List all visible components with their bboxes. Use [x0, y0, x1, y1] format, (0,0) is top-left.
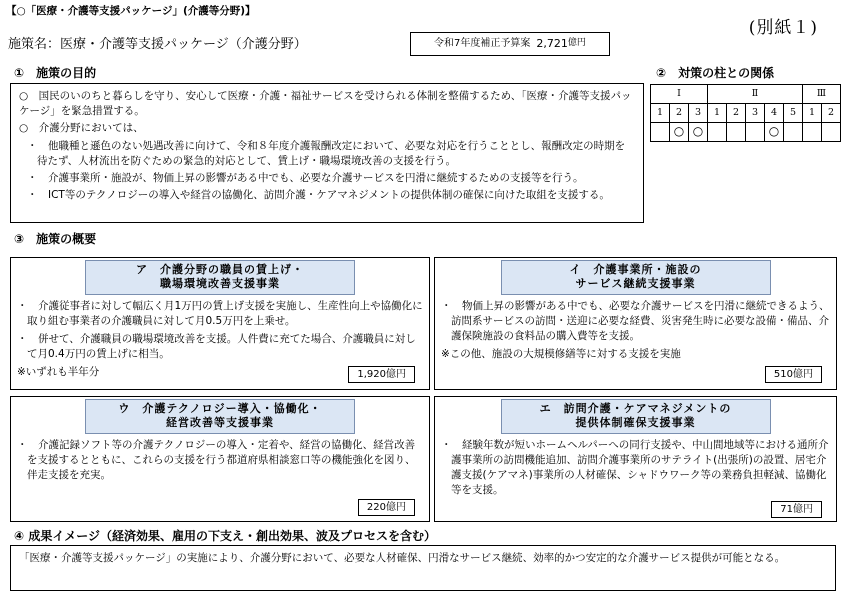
attachment-label: (別紙１) — [748, 18, 818, 38]
card-c-amount: 220億円 — [358, 499, 415, 516]
pillar-group-1: Ⅰ — [651, 85, 708, 104]
top-label: 【○「医療・介護等支援パッケージ」(介護等分野)】 — [6, 5, 256, 17]
pillars-table — [650, 84, 841, 142]
pillar-num: 5 — [784, 104, 803, 123]
card-b-title — [501, 260, 771, 295]
card-d-amount: 71億円 — [771, 501, 822, 518]
card-service-continuity — [434, 257, 837, 390]
purpose-p1: ○ 国民のいのちと暮らしを守り、安心して医療・介護・福祉サービスを受けられる体制を整備するため、「医療・介護等支援パッケージ」を緊急措置する。 — [19, 90, 632, 118]
budget-label: 令和7年度補正予算案 — [434, 37, 531, 49]
card-a-bullet-1: ・ 介護従事者に対して幅広く月1万円の賃上げ支援を実施し、生産性向上や協働化に取り組む事業者の介護職員に対して月0.5万円を上乗せ。 — [17, 299, 423, 327]
card-b-amount: 510億円 — [765, 366, 822, 383]
card-d-title-line1: エ 訪問介護・ケアマネジメントの — [539, 402, 732, 415]
policy-name: 施策名：医療・介護等支援パッケージ（介護分野） — [8, 37, 307, 52]
card-d-title-line2: 提供体制確保支援事業 — [575, 416, 696, 430]
card-a-note: ※いずれも半年分 — [17, 366, 100, 379]
purpose-p2: ○ 介護分野においては、 — [19, 122, 144, 135]
pillar-num: 2 — [670, 104, 689, 123]
pillar-num: 2 — [727, 104, 746, 123]
budget-amount: 2,721 — [536, 37, 568, 51]
pillar-num: 2 — [822, 104, 841, 123]
results-heading: ④ 成果イメージ（経済効果、雇用の下支え・創出効果、波及プロセスを含む） — [14, 529, 436, 543]
overview-heading: ③ 施策の概要 — [14, 232, 97, 246]
pillar-group-3: Ⅲ — [803, 85, 841, 104]
card-a-title-line2: 職場環境改善支援事業 — [160, 277, 280, 291]
results-box — [10, 545, 836, 591]
pillar-mark — [727, 123, 746, 142]
pillar-num: 1 — [803, 104, 822, 123]
purpose-bullet-1: ・ 他職種と遜色のない処遇改善に向けて、令和８年度介護報酬改定において、必要な対応を行うこととし、報酬改定の時期を待たず、人材流出を防ぐための緊急的対応として、賃上げ・職場環境改善の支援を行う。 — [27, 139, 626, 167]
pillar-num: 3 — [689, 104, 708, 123]
card-b-bullet-1: ・ 物価上昇の影響がある中でも、必要な介護サービスを円滑に継続できるよう、訪問系サービスの訪問・送迎に必要な経費、災害発生時に必要な設備・備品、介護保険施設の食料品の購入費等を支援。 — [441, 299, 830, 343]
card-a-title-line1: ア 介護分野の職員の賃上げ・ — [136, 263, 304, 276]
card-b-note: ※この他、施設の大規模修繕等に対する支援を実施 — [441, 348, 681, 361]
pillar-num: 3 — [746, 104, 765, 123]
purpose-bullet-2: ・ 介護事業所・施設が、物価上昇の影響がある中でも、必要な介護サービスを円滑に継続するための支援等を行う。 — [27, 172, 584, 185]
results-text: 「医療・介護等支援パッケージ」の実施により、介護分野において、必要な人材確保、円滑なサービス継続、効率的かつ安定的な介護サービス提供が可能となる。 — [19, 552, 786, 564]
card-a-amount: 1,920億円 — [348, 366, 415, 383]
card-b-title-line1: イ 介護事業所・施設の — [569, 263, 702, 276]
card-c-title-line1: ウ 介護テクノロジー導入・協働化・ — [118, 402, 322, 415]
pillar-mark — [822, 123, 841, 142]
card-d-title — [501, 399, 771, 434]
card-home-care — [434, 396, 837, 522]
pillar-mark: ○ — [670, 123, 689, 142]
budget-box — [410, 32, 610, 56]
card-a-title — [85, 260, 355, 295]
pillar-num: 4 — [765, 104, 784, 123]
card-wage-support — [10, 257, 430, 390]
card-technology — [10, 396, 430, 522]
card-b-title-line2: サービス継続支援事業 — [575, 277, 696, 291]
pillar-num: 1 — [708, 104, 727, 123]
card-d-bullet-1: ・ 経験年数が短いホームヘルパーへの同行支援や、中山間地域等における通所介護事業所の訪問機能追加、訪問介護事業所のサテライト(出張所)の設置、居宅介護支援(ケアマネ)事業所の人材確保、シャドウワーク等の業務負担軽減、協働化等を支援。 — [441, 438, 829, 497]
budget-unit: 億円 — [567, 38, 586, 49]
pillar-mark — [651, 123, 670, 142]
pillars-heading: ② 対策の柱との関係 — [656, 66, 775, 80]
pillar-num: 1 — [651, 104, 670, 123]
pillar-group-2: Ⅱ — [708, 85, 803, 104]
card-c-title — [85, 399, 355, 434]
pillar-mark: ○ — [689, 123, 708, 142]
card-c-bullet-1: ・ 介護記録ソフト等の介護テクノロジーの導入・定着や、経営の協働化、経営改善を支援するとともに、これらの支援を行う都道府県相談窓口等の機能強化を図り、伴走支援を充実。 — [17, 438, 416, 482]
pillar-mark: ○ — [765, 123, 784, 142]
card-c-title-line2: 経営改善等支援事業 — [166, 416, 274, 430]
purpose-box — [10, 83, 644, 223]
pillar-mark — [803, 123, 822, 142]
purpose-bullet-3: ・ ICT等のテクノロジーの導入や経営の協働化、訪問介護・ケアマネジメントの提供体制の確保に向けた取組を支援する。 — [27, 189, 610, 202]
card-a-bullet-2: ・ 併せて、介護職員の職場環境改善を支援。人件費に充てた場合、介護職員に対して月0.4万円の賃上げに相当。 — [17, 333, 416, 361]
purpose-heading: ① 施策の目的 — [14, 66, 97, 80]
pillar-mark — [708, 123, 727, 142]
pillar-mark — [784, 123, 803, 142]
pillar-mark — [746, 123, 765, 142]
